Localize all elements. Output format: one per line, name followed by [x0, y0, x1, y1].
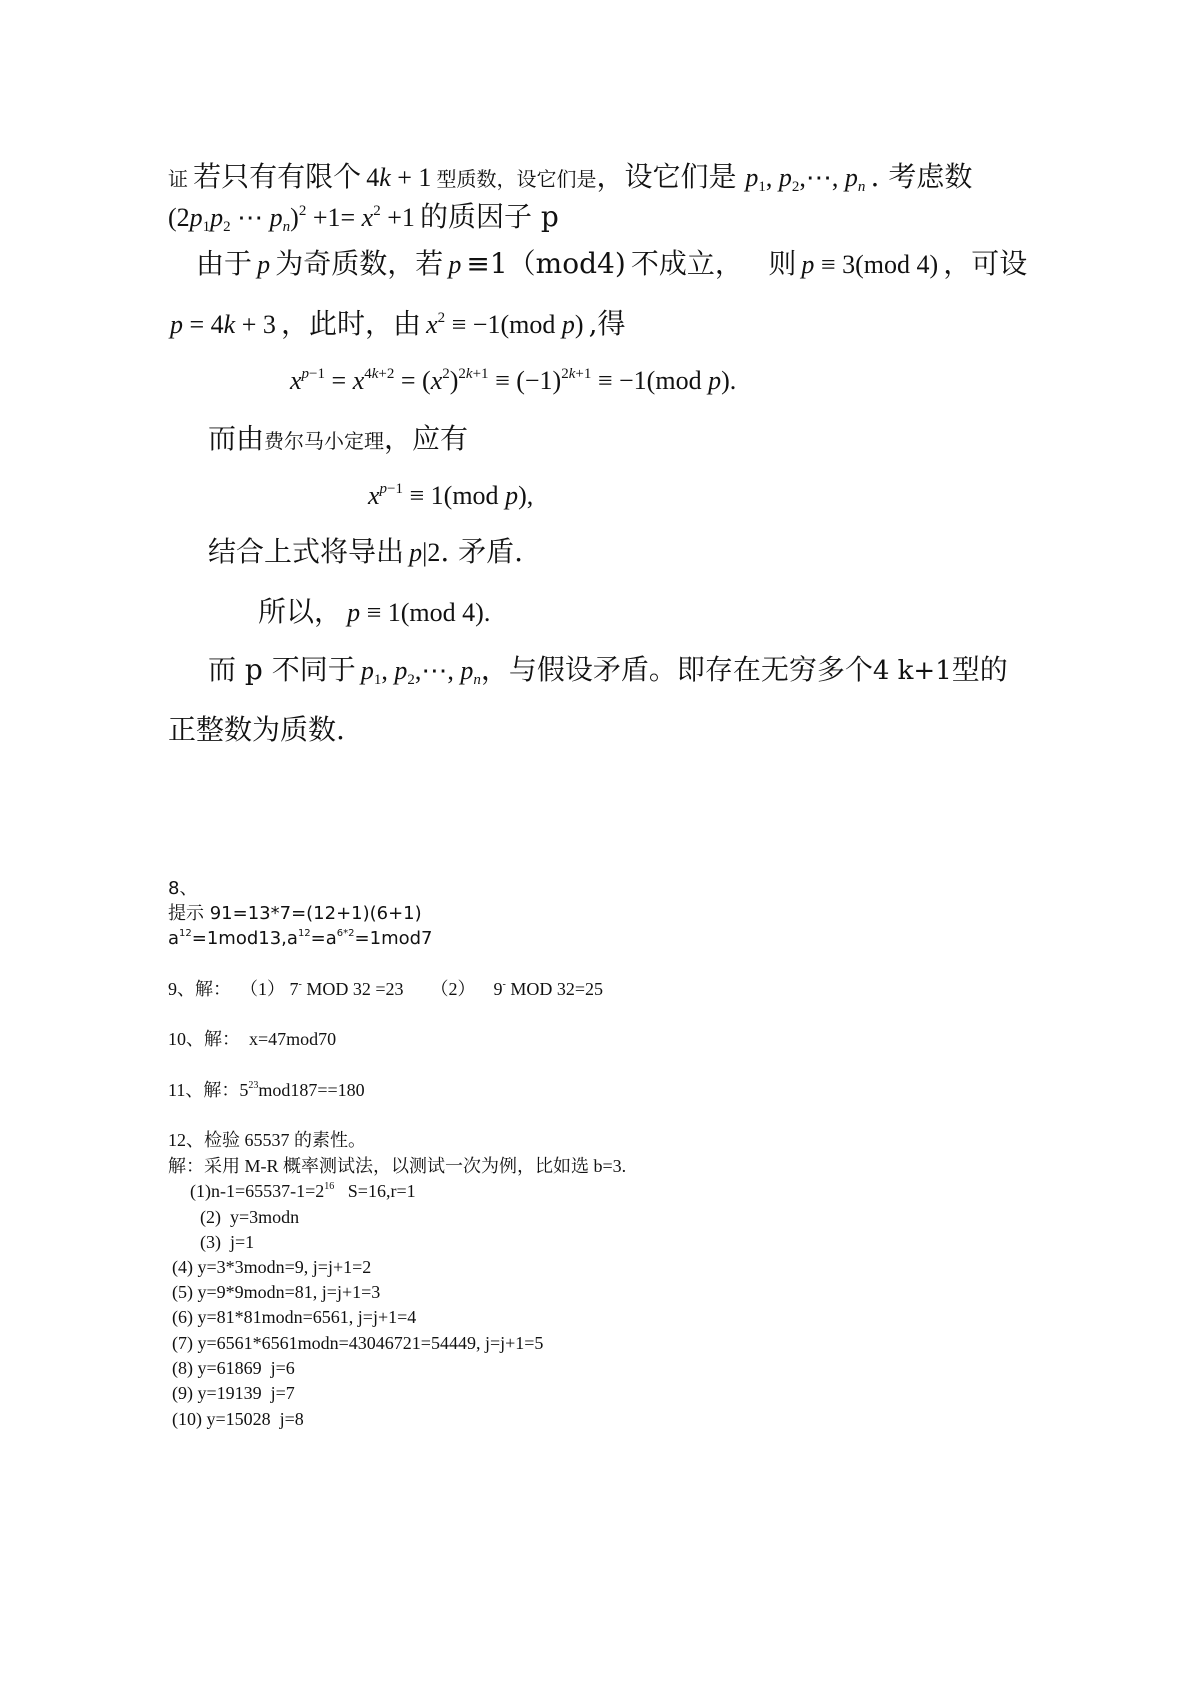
q12-step: (10) y=15028 j=8: [172, 1409, 304, 1429]
q8-number: 8、: [168, 878, 198, 899]
q12-step: (6) y=81*81modn=6561, j=j+1=4: [172, 1307, 417, 1327]
q12-step: (8) y=61869 j=6: [172, 1358, 295, 1378]
proof-line-3: 由于 p 为奇质数，若 p ≡1（mod4) 不成立， 则 p ≡ 3(mod 4) ，可设: [196, 247, 1028, 280]
q12-step: (5) y=9*9modn=81, j=j+1=3: [172, 1282, 381, 1302]
q12-step-1: $(1)n-1=65537-1=2^{16}$ S=16,r=1: [190, 1181, 416, 1201]
proof-equation-2: $x^{p-1} \equiv 1(mod$ p),: [368, 481, 534, 510]
q12-intro: 解：采用 M-R 概率测试法，以测试一次为例，比如选 b=3.: [168, 1156, 627, 1176]
proof-equation-1: $x^{p-1} = x^{4k+2} = (x^2)^{2k+1} \equiv (-1)^{2k+1} \equiv -1(mod$ p).: [290, 366, 737, 395]
proof-line-1: 证 若只有有限个 4k + 1 型质数，设它们是，设它们是 $p_1$, $p_2,\cdots$, $p_n$ . 考虑数: [168, 160, 973, 195]
math-p-list: $p_1$, $p_2,\cdots$, $p_n$: [745, 163, 866, 195]
fermat-theorem-text: 费尔马小定理: [264, 429, 385, 453]
q8-hint: 提示 91=13*7=(12+1)(6+1): [168, 903, 422, 924]
q12-step: (7) y=6561*6561modn=43046721=54449, j=j+1=5: [172, 1333, 544, 1353]
q10-answer: 10、解： x=47mod70: [168, 1029, 337, 1049]
math-p-4k-3: p = 4k + 3: [170, 310, 276, 339]
q12-step: (3) j=1: [200, 1232, 255, 1252]
proof-line-4: p = 4k + 3 ，此时，由 $x^2 \equiv -1(mod$ p) ,得: [170, 307, 626, 340]
math-p-equiv-1: p ≡ 1(mod 4).: [347, 598, 491, 627]
q12-step: (4) y=3*3modn=9, j=j+1=2: [172, 1257, 372, 1277]
proof-line-6: 而由费尔马小定理，应有: [208, 422, 469, 455]
q12-step: (9) y=19139 j=7: [172, 1383, 295, 1403]
proof-line-2: ($2p_1p_2$ ⋯ $p_n)^2 +1= x^2 +1$ 的质因子 p: [168, 200, 559, 235]
proof-line-10: 而 p 不同于 $p_1$, $p_2,\cdots$, $p_n$，与假设矛盾。即存在无穷多个4 k+1型的: [208, 653, 1008, 688]
math-4k-plus-1: 4k + 1: [366, 163, 432, 192]
math-product-square: ($2p_1p_2$ ⋯ $p_n)^2 +1= x^2 +1$: [168, 203, 415, 235]
proof-line-8: 结合上式将导出 p|2. 矛盾.: [208, 535, 524, 568]
proof-line-11: 正整数为质数.: [168, 713, 345, 746]
math-x2-equiv: $x^2 \equiv -1(mod$ p): [426, 310, 584, 339]
proof-label: 证: [168, 167, 188, 191]
math-p-equiv-3: p ≡ 3(mod 4): [801, 250, 939, 279]
proof-line-9: 所以， p ≡ 1(mod 4).: [258, 595, 491, 628]
q8-line-2: $a^{12}=1mod13,a^{12}=a^{6*2}=1mod7$: [168, 928, 433, 949]
q9-answer: 9、解： （1） 7- MOD 32 =23 （2） 9- MOD 32=25: [168, 979, 603, 999]
q11-answer: 11、解：$5^{23}mod187==180$: [168, 1080, 365, 1100]
q12-title: 12、检验 65537 的素性。: [168, 1130, 366, 1150]
q12-step: (2) y=3modn: [200, 1207, 300, 1227]
